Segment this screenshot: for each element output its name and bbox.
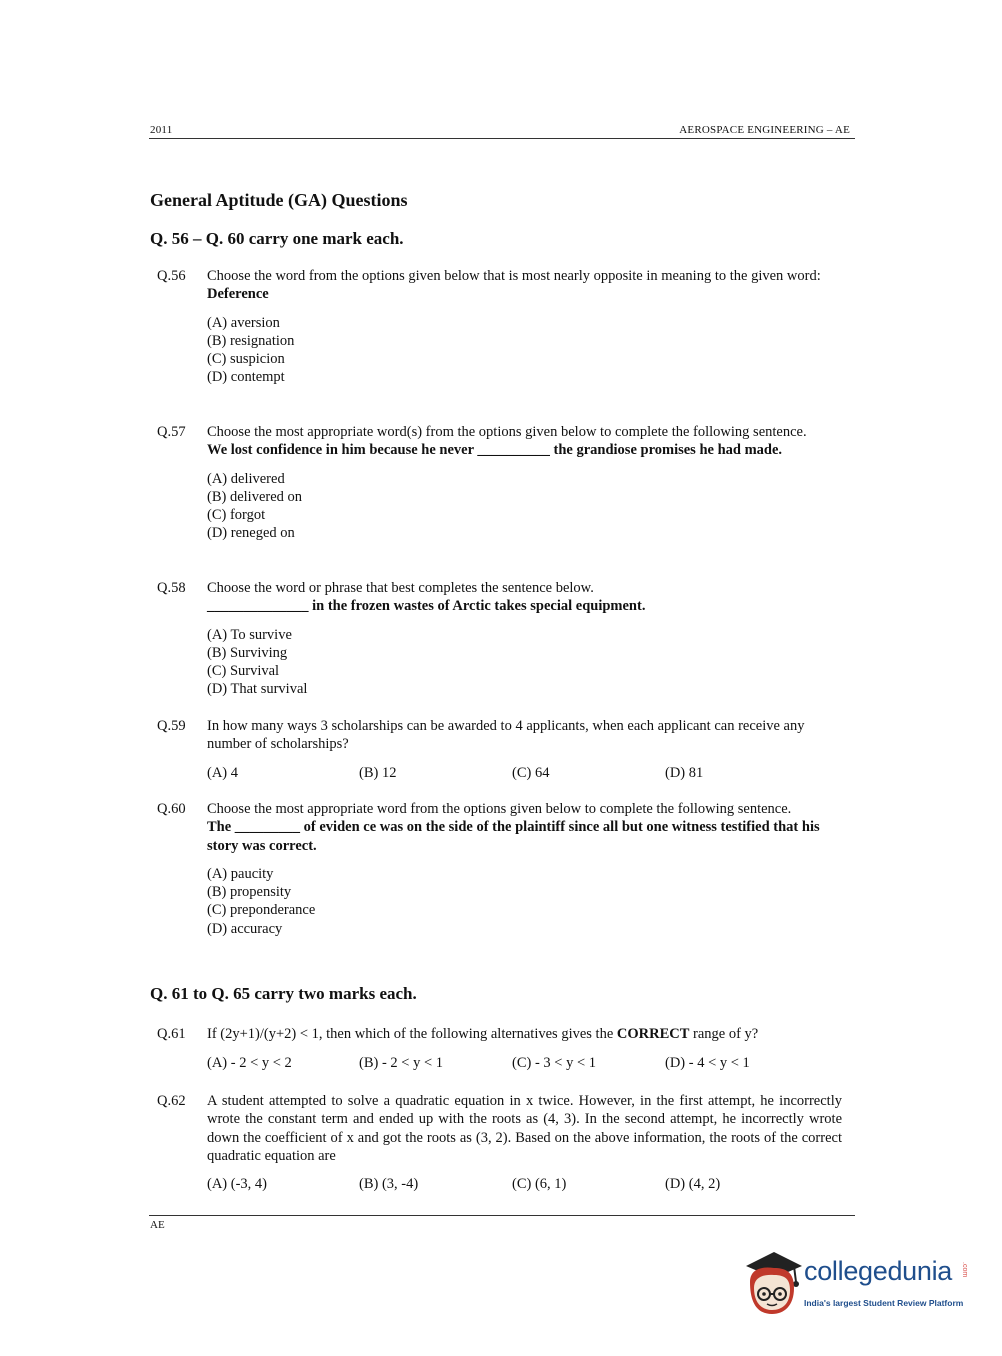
option-b: (B) (3, -4) xyxy=(359,1176,419,1193)
question-sentence: The _________ of eviden ce was on the side of the plaintiff since all but one witness testified that his story was correct. xyxy=(207,819,820,854)
question-sentence: ______________ in the frozen wastes of Arctic takes special equipment. xyxy=(207,598,646,615)
option-c: (C) - 3 < y < 1 xyxy=(512,1055,597,1072)
question-62 xyxy=(150,1092,842,1193)
option-b: (B) Surviving xyxy=(207,644,288,661)
part1-title: Q. 56 – Q. 60 carry one mark each. xyxy=(150,229,404,248)
options-row xyxy=(207,1054,842,1072)
option-a: (A) aversion xyxy=(207,314,280,331)
question-59 xyxy=(150,717,842,782)
option-d: (D) contempt xyxy=(207,369,285,386)
part2-title: Q. 61 to Q. 65 carry two marks each. xyxy=(150,984,417,1003)
logo-tagline: India's largest Student Review Platform xyxy=(804,1298,964,1308)
header-subject: AEROSPACE ENGINEERING – AE xyxy=(679,124,850,136)
mascot-icon xyxy=(744,1248,802,1320)
question-text: In how many ways 3 scholarships can be awarded to 4 applicants, when each applicant can receive any number of scholarships? xyxy=(207,718,805,753)
option-a: (A) - 2 < y < 2 xyxy=(207,1055,292,1072)
options-row xyxy=(207,764,842,782)
question-number: Q.62 xyxy=(157,1093,186,1109)
option-d: (D) (4, 2) xyxy=(665,1176,721,1193)
footer-code: AE xyxy=(150,1219,165,1231)
logo-suffix: .com xyxy=(961,1262,968,1278)
question-text xyxy=(207,1025,842,1043)
options-list xyxy=(207,470,842,543)
question-60 xyxy=(150,800,842,938)
question-56 xyxy=(150,267,842,387)
option-a: (A) 4 xyxy=(207,764,239,781)
option-d: (D) accuracy xyxy=(207,920,283,937)
options-list xyxy=(207,865,842,938)
question-text-emphasis: CORRECT xyxy=(616,1026,690,1042)
header-rule xyxy=(149,138,855,139)
question-text-post: range of y? xyxy=(689,1026,759,1042)
question-number: Q.61 xyxy=(157,1026,186,1042)
header-year: 2011 xyxy=(150,124,173,136)
option-b: (B) - 2 < y < 1 xyxy=(359,1055,444,1072)
option-a: (A) paucity xyxy=(207,865,274,882)
options-list xyxy=(207,314,842,387)
question-57 xyxy=(150,423,842,543)
question-number: Q.57 xyxy=(157,424,186,440)
option-b: (B) 12 xyxy=(359,764,397,781)
options-row xyxy=(207,1175,842,1193)
question-58 xyxy=(150,579,842,699)
question-number: Q.56 xyxy=(157,268,186,284)
option-d: (D) 81 xyxy=(665,764,704,781)
option-c: (C) suspicion xyxy=(207,351,285,368)
option-c: (C) 64 xyxy=(512,764,550,781)
option-b: (B) delivered on xyxy=(207,488,303,505)
question-number: Q.59 xyxy=(157,718,186,734)
option-d: (D) - 4 < y < 1 xyxy=(665,1055,750,1072)
collegedunia-logo xyxy=(744,1248,970,1320)
option-c: (C) Survival xyxy=(207,663,280,680)
option-a: (A) To survive xyxy=(207,626,292,643)
option-c: (C) forgot xyxy=(207,507,266,524)
option-c: (C) preponderance xyxy=(207,902,316,919)
question-number: Q.60 xyxy=(157,801,186,817)
question-text: A student attempted to solve a quadratic equation in x twice. However, in the first attempt, he incorrectly wrote the constant term and ended up with the roots as (4, 3). In the second attempt, he incorrectly wrote down the coefficient of x and got the roots as (3, 2). Based on the above information, the roots of the correct quadratic equation are xyxy=(207,1093,842,1164)
question-61 xyxy=(150,1025,842,1072)
question-sentence: We lost confidence in him because he never __________ the grandiose promises he had made. xyxy=(207,442,783,459)
footer-rule xyxy=(149,1215,855,1216)
question-number: Q.58 xyxy=(157,580,186,596)
question-text: Choose the word or phrase that best completes the sentence below. xyxy=(207,580,594,596)
option-d: (D) That survival xyxy=(207,681,308,698)
question-text-pre: If (2y+1)/(y+2) < 1, then which of the following alternatives gives the xyxy=(207,1026,617,1042)
option-d: (D) reneged on xyxy=(207,525,295,542)
question-text: Choose the word from the options given below that is most nearly opposite in meaning to the given word: xyxy=(207,268,821,284)
question-text: Choose the most appropriate word(s) from the options given below to complete the following sentence. xyxy=(207,424,807,440)
logo-wordmark: collegedunia xyxy=(804,1256,953,1286)
option-a: (A) (-3, 4) xyxy=(207,1176,267,1193)
question-keyword: Deference xyxy=(207,286,269,303)
option-b: (B) propensity xyxy=(207,884,292,901)
question-text: Choose the most appropriate word from the options given below to complete the following sentence. xyxy=(207,801,792,817)
options-list xyxy=(207,626,842,699)
option-a: (A) delivered xyxy=(207,470,285,487)
option-b: (B) resignation xyxy=(207,332,295,349)
option-c: (C) (6, 1) xyxy=(512,1176,567,1193)
section-title: General Aptitude (GA) Questions xyxy=(150,190,408,210)
